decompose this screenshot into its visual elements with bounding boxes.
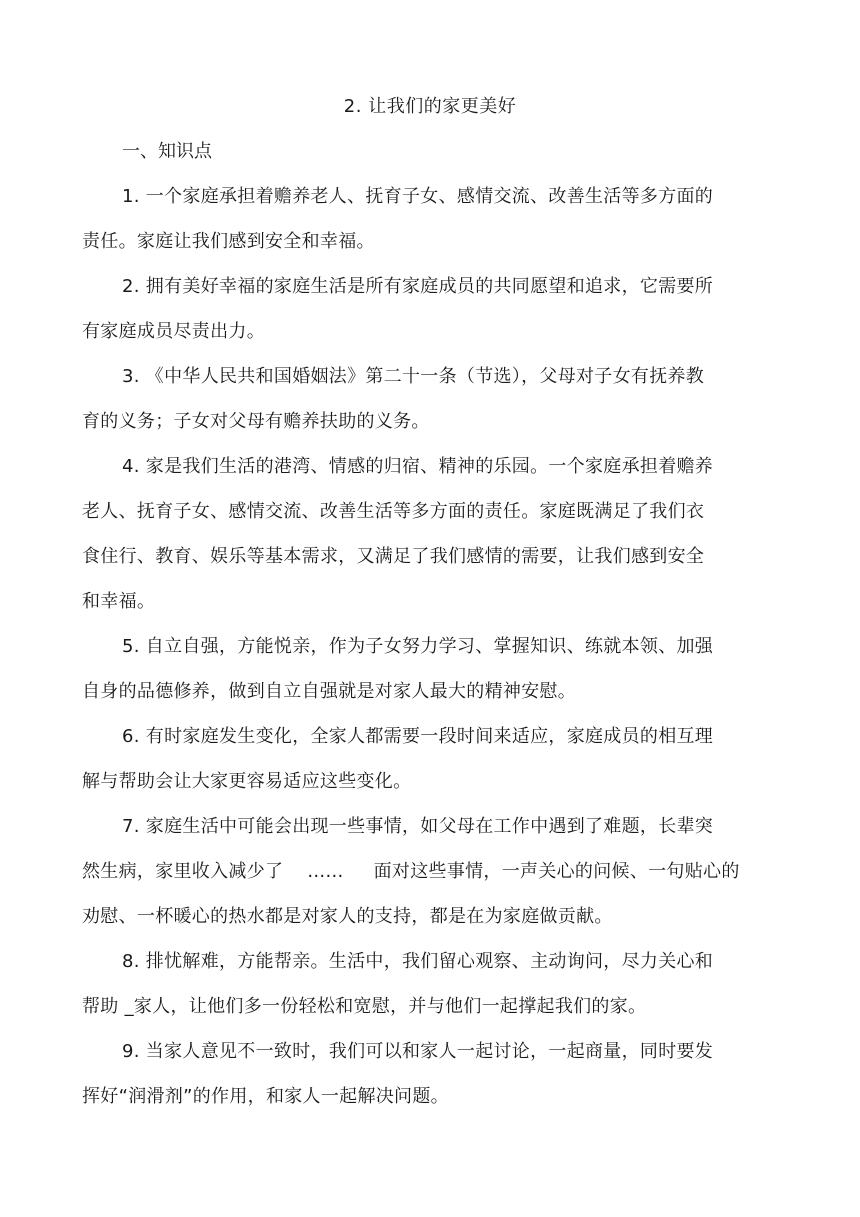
paragraph-line: 6. 有时家庭发生变化，全家人都需要一段时间来适应，家庭成员的相互理	[122, 726, 714, 747]
paragraph-line: 9. 当家人意见不一致时，我们可以和家人一起讨论，一起商量，同时要发	[122, 1041, 714, 1062]
paragraph-line: 老人、抚育子女、感情交流、改善生活等多方面的责任。家庭既满足了我们衣	[82, 501, 705, 522]
paragraph-line: 3. 《中华人民共和国婚姻法》第二十一条（节选），父母对子女有抚养教	[122, 366, 705, 387]
paragraph-line: 挥好“润滑剂”的作用，和家人一起解决问题。	[82, 1086, 449, 1107]
paragraph-line: 解与帮助会让大家更容易适应这些变化。	[82, 771, 412, 792]
paragraph-line: 2. 拥有美好幸福的家庭生活是所有家庭成员的共同愿望和追求，它需要所	[122, 276, 714, 297]
paragraph-line: 帮助 _家人，让他们多一份轻松和宽慰，并与他们一起撑起我们的家。	[82, 996, 647, 1017]
paragraph-line: 7. 家庭生活中可能会出现一些事情，如父母在工作中遇到了难题，长辈突	[122, 816, 714, 837]
paragraph-line: 和幸福。	[82, 591, 156, 612]
page-title: 2. 让我们的家更美好	[343, 96, 517, 117]
paragraph-line: 1. 一个家庭承担着赡养老人、抚育子女、感情交流、改善生活等多方面的	[122, 186, 714, 207]
paragraph-line: 4. 家是我们生活的港湾、情感的归宿、精神的乐园。一个家庭承担着赡养	[122, 456, 714, 477]
paragraph-line: 食住行、教育、娱乐等基本需求，又满足了我们感情的需要，让我们感到安全	[82, 546, 705, 567]
paragraph-line: 劝慰、一杯暖心的热水都是对家人的支持，都是在为家庭做贡献。	[82, 906, 613, 927]
paragraph-line: 8. 排忧解难，方能帮亲。生活中，我们留心观察、主动询问，尽力关心和	[122, 951, 714, 972]
paragraph-line: 然生病，家里收入减少了 ...... 面对这些事情，一声关心的问候、一句贴心的	[82, 861, 740, 882]
paragraph-line: 自身的品德修养，做到自立自强就是对家人最大的精神安慰。	[82, 681, 577, 702]
section-heading: 一、知识点	[122, 141, 212, 162]
paragraph-line: 5. 自立自强，方能悦亲，作为子女努力学习、掌握知识、练就本领、加强	[122, 636, 714, 657]
paragraph-line: 育的义务；子女对父母有赡养扶助的义务。	[82, 411, 430, 432]
paragraph-line: 有家庭成员尽责出力。	[82, 321, 265, 342]
paragraph-line: 责任。家庭让我们感到安全和幸福。	[82, 231, 375, 252]
